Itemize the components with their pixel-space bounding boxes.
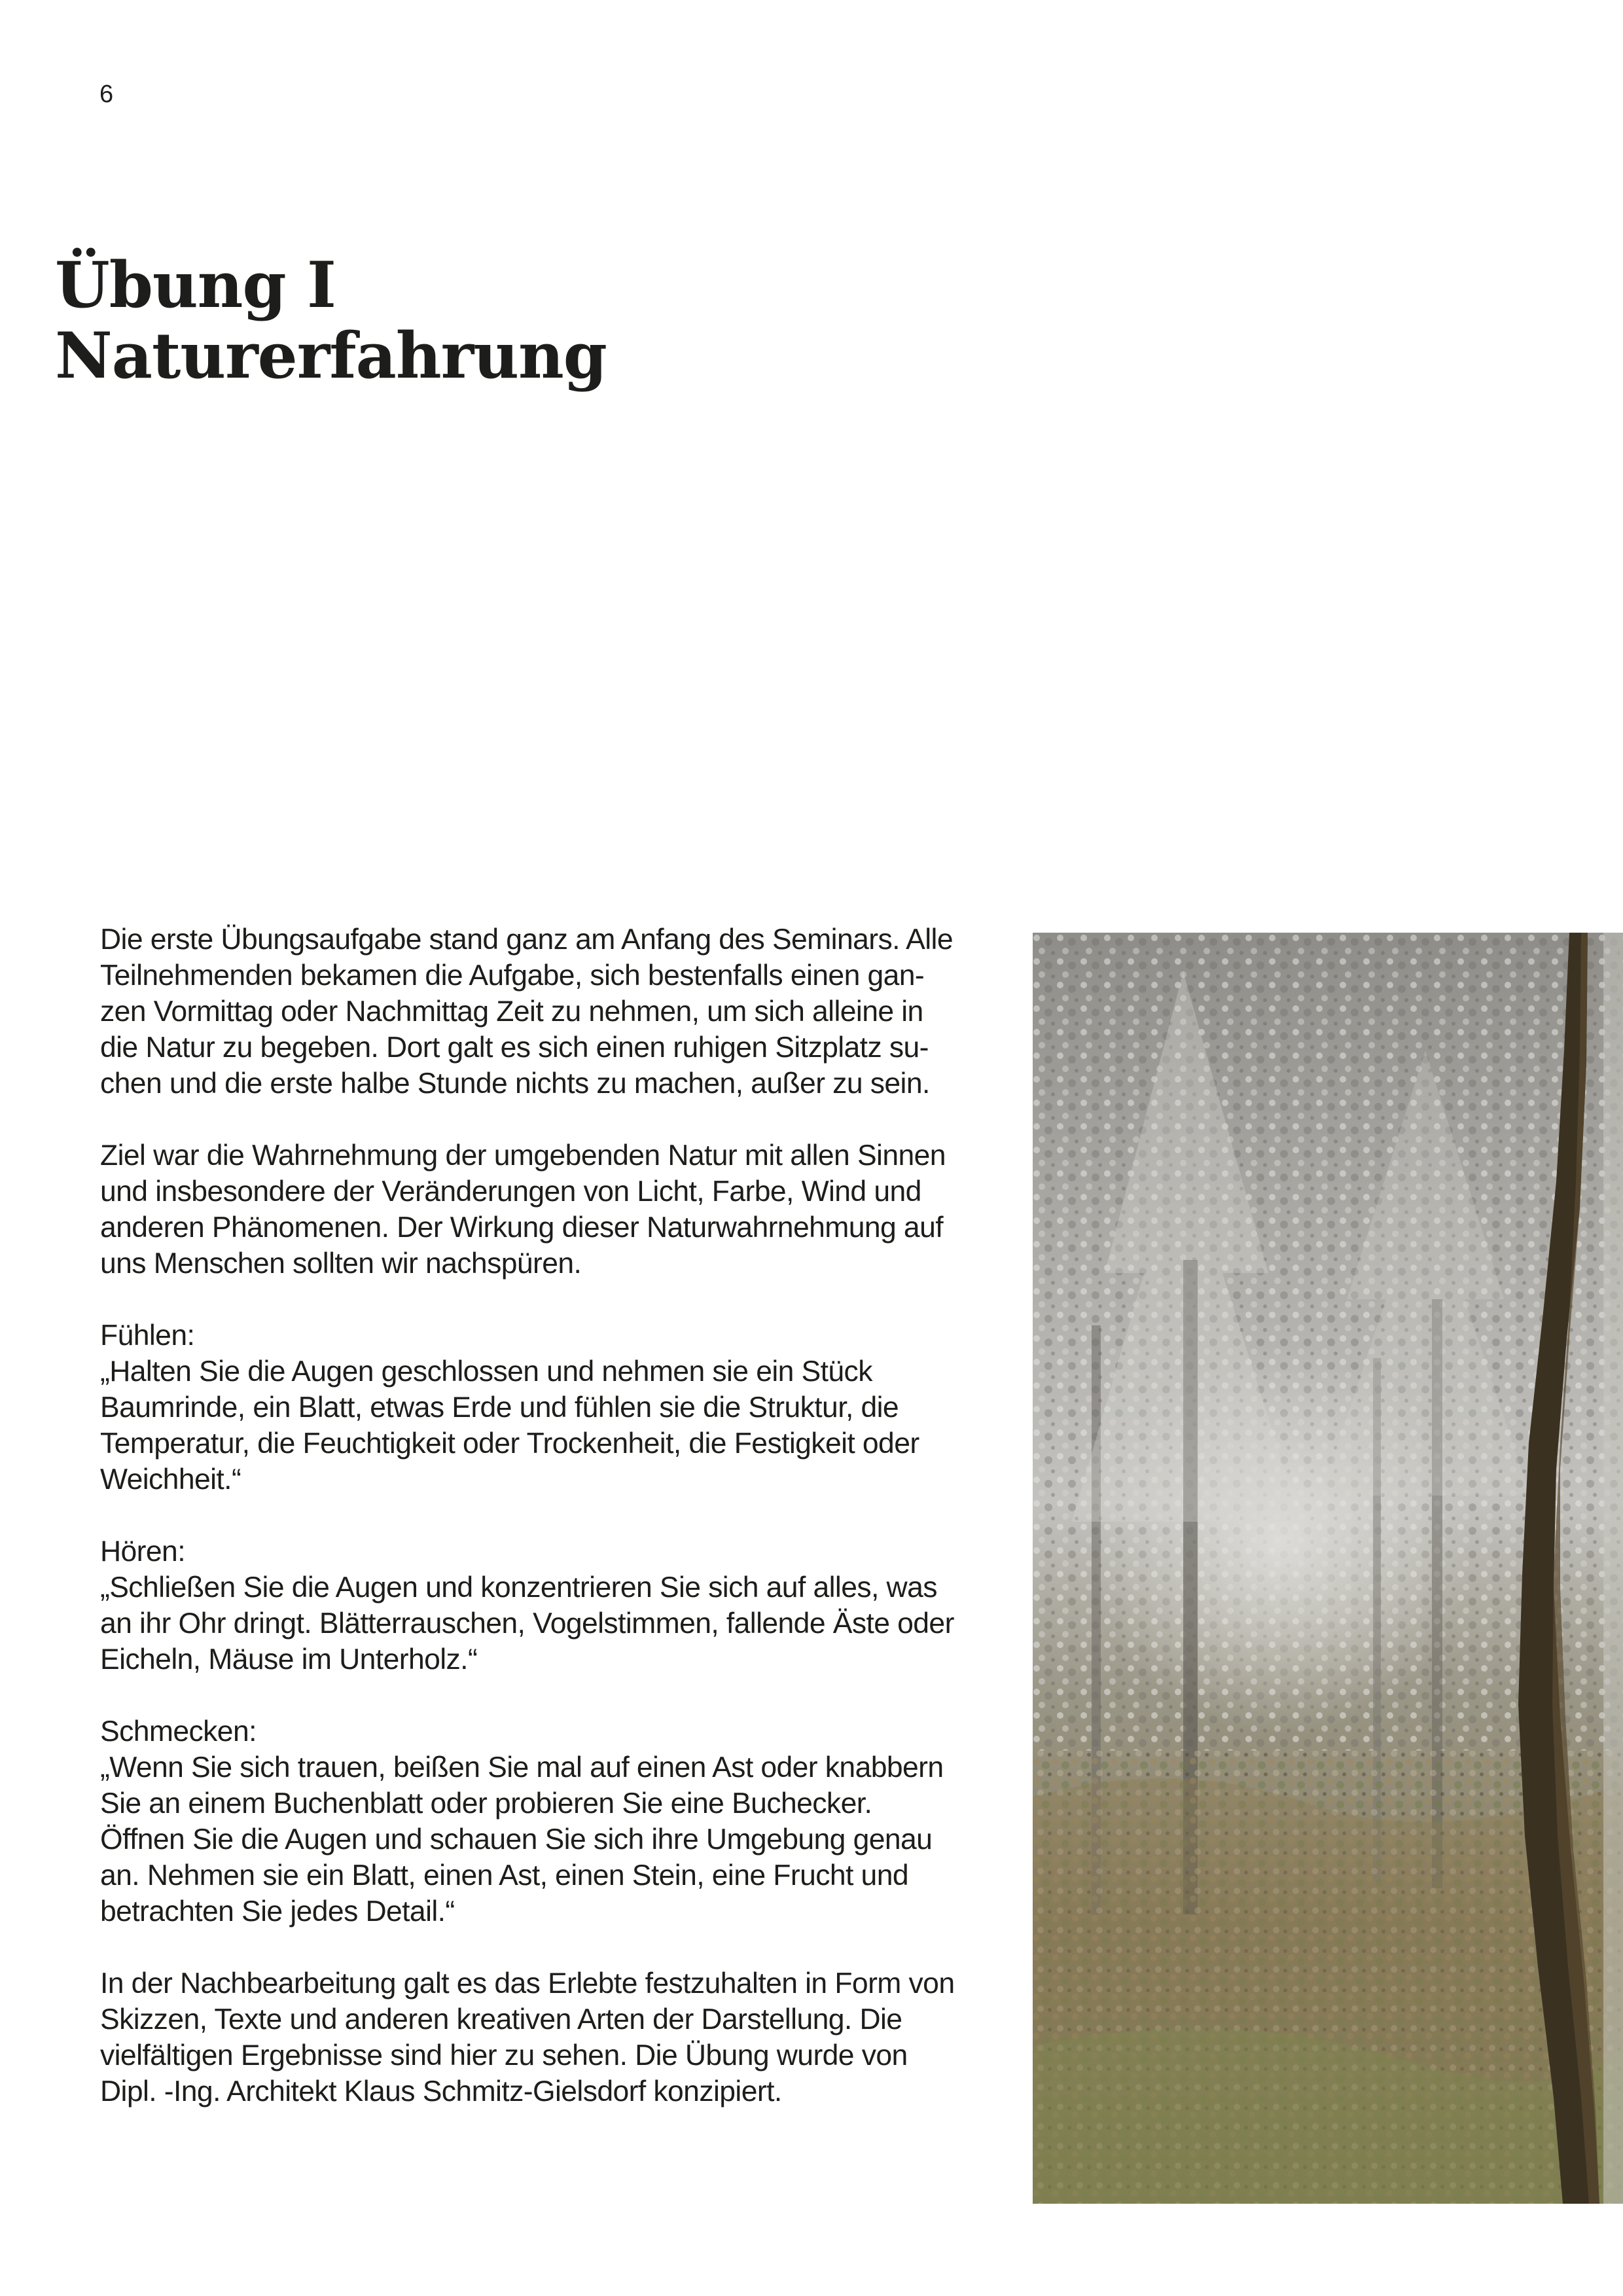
text-line: Öffnen Sie die Augen und schauen Sie sich ihre Umgebung genau — [100, 1823, 933, 1856]
text-line: „Wenn Sie sich trauen, beißen Sie mal auf einen Ast oder knabbern — [100, 1751, 944, 1784]
text-line: „Schließen Sie die Augen und konzentrieren Sie sich auf alles, was — [100, 1571, 937, 1604]
text-line: an ihr Ohr dringt. Blätterrauschen, Vogelstimmen, fallende Äste oder — [100, 1607, 954, 1640]
title-line-2: Naturerfahrung — [55, 319, 607, 393]
text-line: Skizzen, Texte und anderen kreativen Arten der Darstellung. Die — [100, 2003, 902, 2036]
text-line: Eicheln, Mäuse im Unterholz.“ — [100, 1643, 478, 1676]
text-line: Die erste Übungsaufgabe stand ganz am Anfang des Seminars. Alle — [100, 924, 953, 956]
paragraph-intro — [100, 922, 998, 1102]
text-line: vielfältigen Ergebnisse sind hier zu sehen. Die Übung wurde von — [100, 2039, 908, 2072]
page-number: 6 — [99, 81, 114, 108]
text-line: und insbesondere der Veränderungen von Licht, Farbe, Wind und — [100, 1175, 921, 1208]
page-title — [55, 250, 607, 391]
text-line: Teilnehmenden bekamen die Aufgabe, sich bestenfalls einen gan- — [100, 960, 925, 992]
section-label-hearing: Hören: — [100, 1535, 185, 1568]
text-line: Weichheit.“ — [100, 1463, 241, 1496]
text-line: In der Nachbearbeitung galt es das Erlebte festzuhalten in Form von — [100, 1967, 955, 2000]
text-line: Sie an einem Buchenblatt oder probieren Sie eine Buchecker. — [100, 1787, 872, 1820]
paragraph-goal — [100, 1138, 998, 1282]
paragraph-hearing — [100, 1534, 998, 1677]
text-line: betrachten Sie jedes Detail.“ — [100, 1895, 455, 1928]
body-text — [100, 922, 998, 2109]
frosted-forest-image — [1033, 933, 1623, 2204]
text-line: chen und die erste halbe Stunde nichts zu machen, außer zu sein. — [100, 1067, 930, 1100]
paragraph-feeling — [100, 1318, 998, 1498]
text-line: Dipl. -Ing. Architekt Klaus Schmitz-Gielsdorf konzipiert. — [100, 2075, 782, 2108]
forest-photo — [1033, 933, 1623, 2204]
text-line: Baumrinde, ein Blatt, etwas Erde und fühlen sie die Struktur, die — [100, 1391, 899, 1424]
text-line: uns Menschen sollten wir nachspüren. — [100, 1247, 582, 1280]
text-line: „Halten Sie die Augen geschlossen und nehmen sie ein Stück — [100, 1355, 872, 1388]
text-line: Temperatur, die Feuchtigkeit oder Trockenheit, die Festigkeit oder — [100, 1427, 919, 1460]
text-line: an. Nehmen sie ein Blatt, einen Ast, einen Stein, eine Frucht und — [100, 1859, 908, 1892]
section-label-feeling: Fühlen: — [100, 1319, 195, 1352]
text-line: anderen Phänomenen. Der Wirkung dieser Naturwahrnehmung auf — [100, 1211, 943, 1244]
paragraph-followup — [100, 1965, 998, 2109]
title-line-1: Übung I — [55, 248, 336, 322]
paragraph-tasting — [100, 1713, 998, 1929]
text-line: zen Vormittag oder Nachmittag Zeit zu nehmen, um sich alleine in — [100, 996, 923, 1028]
text-line: die Natur zu begeben. Dort galt es sich einen ruhigen Sitzplatz su- — [100, 1031, 929, 1064]
section-label-tasting: Schmecken: — [100, 1715, 257, 1748]
text-line: Ziel war die Wahrnehmung der umgebenden Natur mit allen Sinnen — [100, 1139, 946, 1172]
